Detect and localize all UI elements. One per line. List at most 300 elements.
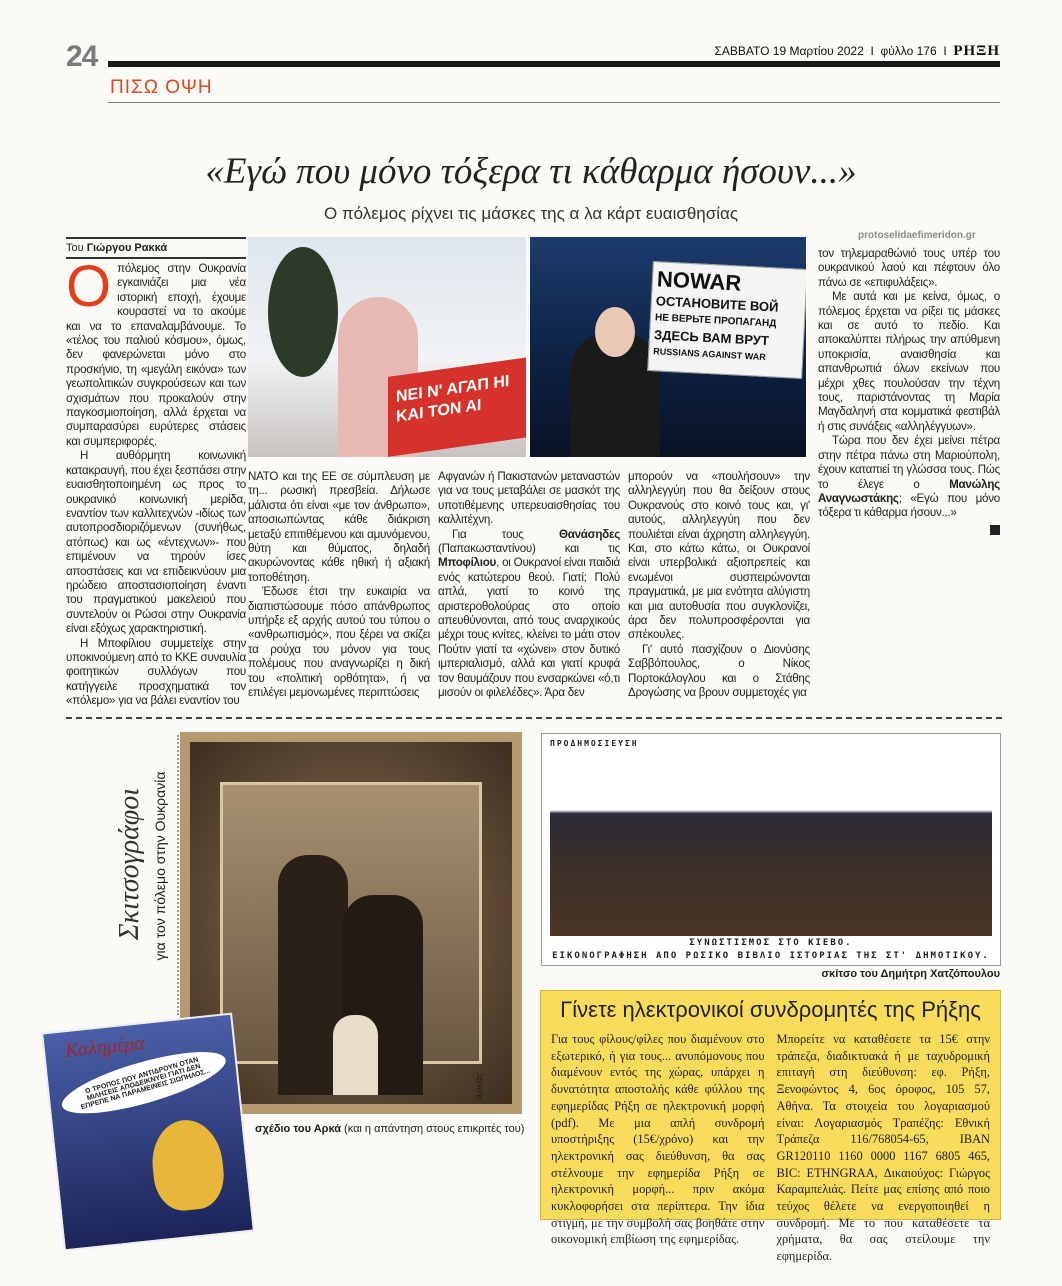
- paragraph-continuation: [628, 470, 810, 643]
- word: Με: [832, 290, 847, 304]
- paragraph: [818, 434, 1000, 520]
- text: [628, 643, 810, 699]
- masthead-info: [714, 43, 1000, 60]
- word: του: [66, 593, 83, 607]
- word: Μποφίλιου: [97, 636, 151, 650]
- word: έρχεται: [193, 406, 228, 420]
- word: αναισθησία: [900, 347, 957, 361]
- word: σε: [849, 275, 862, 289]
- word: ήσουν...»: [910, 506, 957, 520]
- word: κλείνει: [526, 628, 558, 642]
- word: και: [292, 542, 307, 556]
- word: σκίζει: [403, 628, 430, 642]
- word: Η: [80, 636, 89, 650]
- word: δηλαδή: [393, 542, 430, 556]
- word: ακυρώνοντας: [248, 556, 315, 570]
- word: που: [226, 593, 246, 607]
- word: κρυφά: [588, 657, 620, 671]
- word: αλλά: [511, 657, 535, 671]
- text: [438, 556, 620, 699]
- word: όλων: [893, 362, 920, 376]
- word: των: [110, 506, 129, 520]
- word: δεν: [567, 686, 585, 700]
- word: Πώς: [977, 463, 1000, 477]
- arkas-caption: [255, 1123, 524, 1135]
- word: γι': [800, 498, 810, 512]
- word: αποσιωπώντας: [248, 513, 324, 527]
- word: ή: [487, 470, 495, 483]
- word: Γιατί;: [562, 570, 587, 584]
- word: απανθρωπιά: [818, 362, 882, 376]
- word: απύθμενη: [950, 333, 1000, 347]
- word: τόξερα: [818, 506, 852, 520]
- word: γιατί: [475, 642, 497, 656]
- word: με: [692, 585, 704, 599]
- word: θύματος,: [328, 542, 372, 556]
- word: είναι: [677, 527, 700, 541]
- word: φοιτητικών: [66, 665, 119, 679]
- kalimera-cartoon: [41, 1013, 255, 1252]
- illustration-caption: ΕΙΚΟΝΟΓΡΑΦΗΣΗ ΑΠΟ ΡΩΣΙΚΟ ΒΙΒΛΙΟ ΙΣΤΟΡΙΑΣ ΤΗΣ ΣΤ' ΔΗΜΟΤΙΚΟΥ.: [552, 951, 990, 961]
- word: και: [127, 564, 142, 578]
- word: της: [604, 585, 620, 599]
- word: μέχρι: [818, 376, 844, 390]
- word: απλά,: [438, 585, 467, 599]
- word: όλο: [982, 261, 1000, 275]
- word: στον: [597, 628, 620, 642]
- word: από: [513, 614, 534, 628]
- word: γλώσσα: [906, 463, 947, 477]
- word: άνθρωπο»,: [373, 498, 430, 512]
- word: ίσες: [226, 550, 246, 564]
- word: των: [227, 506, 246, 520]
- word: αυτούς,: [628, 513, 666, 527]
- vintage-photo: [220, 782, 482, 1064]
- word: «χώνει»: [517, 642, 557, 656]
- word: που: [226, 665, 246, 679]
- sketches-subtitle: για τον πόλεμο στην Ουκρανία: [152, 771, 168, 961]
- word: αλύγιστη: [766, 585, 810, 599]
- end-mark: [990, 525, 1000, 535]
- word: δεν: [891, 434, 909, 448]
- word: αυτοθυσία: [669, 599, 720, 613]
- word: που: [866, 434, 887, 448]
- word: εικόνα»: [186, 362, 224, 376]
- tree: [268, 247, 338, 377]
- word: ΚΚΕ: [174, 650, 198, 664]
- word: μέχρι: [438, 628, 464, 642]
- word: συμπεριφορές.: [83, 434, 157, 448]
- text: [66, 449, 246, 635]
- word: μάσκες: [964, 304, 1000, 318]
- word: (Παπακωσταντίνου): [438, 542, 536, 556]
- word: Μαριούπολη,: [934, 448, 1000, 462]
- cartoon-character: [148, 1117, 227, 1214]
- word: το: [528, 585, 539, 599]
- word: «ό,τι: [597, 671, 620, 685]
- word: για: [438, 484, 453, 498]
- word: στην: [818, 448, 841, 462]
- subscription-title: Γίνετε ηλεκτρονικοί συνδρομητές της Ρήξης: [560, 997, 981, 1022]
- paper-name: ΡΗΞΗ: [953, 43, 1000, 59]
- word: και: [66, 319, 81, 333]
- paragraph-continuation: [438, 470, 620, 528]
- word: του: [248, 671, 265, 685]
- artist-signature: Αρκάς: [474, 1072, 486, 1101]
- word: ,: [496, 556, 500, 570]
- word: ουκρανικό: [66, 492, 117, 506]
- word: Δήλωσε: [390, 484, 430, 498]
- word: είναι: [66, 622, 88, 636]
- kiev-illustration: [541, 733, 1001, 966]
- word: κοινό: [558, 585, 585, 599]
- word: στα: [879, 405, 898, 419]
- word: πέτρα: [970, 434, 1000, 448]
- word: μάτι: [574, 628, 594, 642]
- word: συμπαρασύρει: [66, 420, 139, 434]
- word: γιατί: [561, 657, 583, 671]
- word: να: [456, 484, 469, 498]
- word: αμυνόμενου,: [367, 527, 430, 541]
- word: πασχίζουν: [691, 642, 743, 656]
- word: ή: [384, 556, 392, 570]
- word: τηλεμαραθώνιό: [840, 247, 917, 260]
- word: πάνω: [818, 275, 847, 289]
- subscription-box: [540, 990, 1001, 1264]
- word: αρχής: [302, 614, 333, 628]
- word: γεωπολιτικών: [66, 377, 133, 391]
- text: [248, 585, 430, 699]
- word: πόλεμος: [117, 262, 160, 275]
- word: ενός: [438, 570, 461, 584]
- word: την: [929, 333, 946, 347]
- word: πρεσβεία.: [329, 484, 379, 498]
- word: δεν: [793, 513, 810, 527]
- word: ηθική: [351, 556, 378, 570]
- word: ότι: [290, 498, 303, 512]
- word: παριστάνοντας: [856, 391, 931, 405]
- caption-rest: (και η απάντηση στους επικριτές του): [340, 1123, 525, 1135]
- word: μείνει: [937, 434, 965, 448]
- word: προσχηματικά: [138, 679, 209, 693]
- word: στην: [222, 463, 246, 477]
- word: να: [417, 585, 430, 599]
- word: αποκαλύπτει: [818, 333, 881, 347]
- illustration-caption: ΣΥΝΩΣΤΙΣΜΟΣ ΣΤΟ ΚΙΕΒΟ.: [689, 938, 853, 948]
- word: κνίτες,: [492, 628, 524, 642]
- word: που: [130, 463, 151, 477]
- word: του: [312, 642, 329, 656]
- header-rule: [108, 61, 1000, 67]
- word: Τώρα: [832, 434, 861, 448]
- word: μασκότ: [564, 484, 601, 498]
- word: ο: [423, 614, 430, 628]
- word: φανερώνεται: [102, 348, 166, 362]
- word: εγκαινιάζει: [117, 276, 169, 290]
- word: συσπειρώνονται: [729, 570, 810, 584]
- word: προσκήνιο,: [66, 362, 122, 376]
- word: κάθε: [321, 556, 345, 570]
- word: Άρα: [544, 686, 565, 700]
- word: Μποφίλιου: [438, 556, 497, 570]
- word: Ουκρανία: [198, 262, 246, 275]
- word: τα: [248, 642, 259, 656]
- word: συλλόγων: [147, 665, 198, 679]
- word: στο: [691, 498, 709, 512]
- word: μπορούν: [628, 470, 673, 483]
- article-title: «Εγώ που μόνο τόξερα τι κάθαρμα ήσουν...»: [205, 151, 857, 192]
- word: θαυμάζουν: [457, 671, 511, 685]
- dashed-divider: [66, 717, 1002, 719]
- sign-line: НЕ ВЕРЬТЕ ПРОПАГАНД: [654, 312, 777, 330]
- word: δείξουν: [738, 484, 775, 498]
- word: συγκρούσεων: [136, 377, 206, 391]
- word: το: [161, 650, 172, 664]
- word: κατώτερου: [467, 570, 521, 584]
- word: ΝΑΤΟ: [248, 470, 279, 483]
- section-rule: [108, 102, 1000, 103]
- word: Και,: [628, 542, 648, 556]
- word: κατήγγειλε: [66, 679, 118, 693]
- word: Μαγδαληνή: [818, 405, 876, 419]
- word: ευαισθητοποιημένη: [66, 478, 161, 492]
- word: των: [227, 377, 246, 391]
- word: τους: [408, 642, 430, 656]
- word: και: [66, 434, 81, 448]
- word: σπέκουλες.: [628, 628, 685, 642]
- word: σε: [340, 470, 353, 483]
- word: διαπιστώσουμε: [248, 599, 324, 613]
- word: Πορτοκάλογλου: [628, 671, 706, 685]
- word: και: [540, 657, 556, 671]
- word: πάνω: [879, 448, 909, 462]
- word: περιπτώσεις: [357, 686, 420, 700]
- subscription-bank-details: Μπορείτε να καταθέσετε τα 15€ στην τράπεζα, διαδικτυακά ή με ταχυδρομική επιταγή στη διεύθυνση: εφ. Ρήξη, Ξενοφώντος 4, 6ος όροφος, 105 57, Αθήνα. Τα στοιχεία του λογαριασμού είναι: Λογαριασμός Τραπέζης: Εθνική Τράπεζα 116/768054-65, IBAN GR120110 1160 0000 1167 6805 465, BIC: ETHNGRAA, Δικαιούχος: Γιώργος Καραμπελιάς. Πείτε μας επίσης από ποιο τεύχος θέλετε να ενεργοποιηθεί η συνδρομή. Με το που καταθέσετε τα χρήματα, θα σας στείλουμε την εφημερίδα.: [776, 1032, 990, 1264]
- word: συμμετείχε: [160, 636, 214, 650]
- word: για: [118, 694, 133, 708]
- paragraph: [66, 254, 246, 449]
- word: να: [137, 550, 150, 564]
- word: ηρώδειο: [66, 578, 107, 592]
- word: δική: [409, 657, 430, 671]
- word: στάσεις: [208, 420, 246, 434]
- word: τα: [501, 642, 513, 656]
- word: μακελειού: [167, 593, 216, 607]
- author: Γιώργου Ρακκά: [86, 242, 168, 254]
- word: υπερευαισθησίας: [511, 498, 597, 512]
- word: υπήρξε: [248, 614, 285, 628]
- word: τους: [923, 247, 945, 260]
- word: Γι': [642, 642, 652, 656]
- photo-anti-war-sign: [530, 237, 806, 457]
- paragraph-continuation: [248, 470, 430, 585]
- word: και: [985, 347, 1000, 361]
- word: κοινό: [715, 498, 741, 512]
- word: ουκρανικού: [818, 261, 875, 275]
- word: πουλούσαν: [883, 376, 940, 390]
- word: Δρογώσης: [628, 686, 681, 700]
- word: συγκλονίζει,: [751, 599, 810, 613]
- word: είναι: [564, 556, 586, 570]
- word: είναι: [306, 498, 329, 512]
- word: και: [282, 470, 297, 483]
- word: αυτού: [336, 614, 366, 628]
- word: υποκινούμενη: [66, 650, 135, 664]
- bold-name: [438, 556, 496, 569]
- word: του: [369, 614, 386, 628]
- word: οποίο: [591, 599, 620, 613]
- word: στην: [170, 607, 194, 621]
- word: αποστάσεις: [66, 564, 124, 578]
- word: την: [793, 470, 810, 483]
- word: αυτά: [853, 290, 877, 304]
- word: «μεγάλη: [140, 362, 183, 376]
- word: που: [128, 391, 149, 405]
- word: θα: [719, 484, 732, 498]
- word: βάλει: [150, 694, 177, 708]
- word: από: [137, 650, 159, 664]
- word: πουλιέται: [628, 527, 674, 541]
- word: αυτό: [874, 319, 898, 333]
- word: σύμπλευση: [357, 470, 415, 483]
- word: νέα: [229, 276, 246, 290]
- watermark: protoselidaefimeridon.gr: [858, 230, 976, 241]
- text: [66, 637, 246, 708]
- word: δεν: [659, 614, 677, 628]
- word: των: [227, 362, 246, 376]
- word: συμμετοχές: [732, 686, 790, 700]
- word: και: [912, 261, 927, 275]
- word: μια: [706, 585, 723, 599]
- word: τη...: [248, 484, 268, 498]
- word: ορθότητα»,: [333, 671, 389, 685]
- paragraph: [628, 643, 810, 701]
- bold-name: [559, 528, 620, 541]
- word: τηρούν: [170, 550, 206, 564]
- word: πόσο: [330, 599, 358, 613]
- word: τη: [126, 362, 137, 376]
- word: οι: [121, 607, 131, 621]
- word: πέτρα: [845, 448, 876, 462]
- word: Πολύ: [594, 570, 620, 584]
- word: τύπου: [389, 614, 420, 628]
- word: του: [603, 498, 620, 512]
- word: φεστιβάλ: [955, 405, 1000, 419]
- word: αποστασιοποίηση: [117, 578, 207, 592]
- word: αυθόρμητη: [115, 449, 171, 463]
- word: που: [226, 535, 246, 549]
- article-column-2: [248, 470, 430, 708]
- word: χθες: [852, 376, 875, 390]
- word: βρουν: [698, 686, 730, 700]
- word: μόνο: [975, 491, 1000, 505]
- word: εξόχως: [90, 622, 126, 636]
- sign-line: ОСТАНОВИТЕ ВОЙ: [655, 293, 779, 315]
- word: στις: [827, 419, 847, 433]
- word: και: [628, 599, 643, 613]
- word: εποχή,: [167, 290, 202, 304]
- word: σε: [847, 319, 860, 333]
- word: να: [135, 694, 148, 708]
- word: μάλιστα: [248, 498, 287, 512]
- word: Θανάσηδες: [558, 527, 620, 541]
- word: συνάξεις: [849, 419, 892, 433]
- word: που: [725, 599, 746, 613]
- word: στην: [223, 391, 246, 405]
- drop-cap: Ο: [66, 254, 112, 319]
- text: [438, 470, 620, 526]
- word: Στάθης: [775, 671, 810, 685]
- word: συναυλία: [200, 650, 246, 664]
- word: ξέρει: [359, 628, 383, 642]
- word: Ουκρανούς: [628, 498, 685, 512]
- word: Πακιστανών: [497, 470, 558, 483]
- word: τις: [607, 542, 620, 556]
- word: στην: [167, 262, 191, 275]
- word: κοινωνική: [198, 449, 246, 463]
- photo-protest-singer: [248, 237, 526, 457]
- word: και,: [776, 498, 794, 512]
- text: [452, 528, 559, 541]
- word: μόνον: [340, 642, 371, 656]
- word: κάτω: [679, 542, 705, 556]
- word: έχει: [153, 463, 172, 477]
- word: τους: [537, 614, 560, 628]
- word: Ρώσοι: [134, 607, 167, 621]
- sign-line: ЗДЕСЬ ВАМ ВРУТ: [653, 327, 770, 349]
- word: τους: [471, 484, 494, 498]
- word: ο: [993, 290, 1000, 304]
- word: της: [301, 470, 318, 483]
- word: μισούν: [438, 686, 472, 700]
- issue-number: φύλλο 176: [880, 44, 937, 58]
- word: κουραστεί: [117, 305, 167, 319]
- word: καλλιτέχνη.: [438, 513, 494, 527]
- word: έλεγε: [857, 477, 884, 491]
- word: αλλά: [163, 406, 188, 420]
- word: απάνθρωπος: [363, 599, 430, 613]
- word: μια: [191, 276, 207, 290]
- word: Ουκρανοί: [513, 556, 561, 570]
- word: το: [192, 305, 204, 319]
- word: διάκριση: [387, 513, 430, 527]
- word: πόλεμος: [818, 304, 861, 318]
- word: αναρχικούς: [564, 614, 620, 628]
- word: να: [173, 305, 186, 319]
- word: πραγματικά,: [628, 585, 689, 599]
- word: σε: [549, 484, 561, 498]
- word: πεδίο.: [938, 319, 969, 333]
- word: ευκαιρία: [366, 585, 407, 599]
- word: ξεσπάσει: [174, 463, 220, 477]
- word: πέφτουν: [933, 261, 976, 275]
- word: για: [795, 614, 810, 628]
- sketches-heading: [95, 730, 175, 1020]
- word: ιστορική: [117, 290, 158, 304]
- word: εκείνων: [930, 362, 969, 376]
- word: την: [338, 585, 355, 599]
- text: [628, 470, 810, 641]
- word: να: [418, 671, 430, 685]
- paragraph: [438, 528, 620, 701]
- word: μεταξύ: [248, 527, 281, 541]
- page-number: 24: [66, 40, 98, 73]
- word: και: [115, 535, 130, 549]
- cartoon-name: Καλημέρα: [63, 1031, 146, 1063]
- word: μεταναστών: [560, 470, 620, 483]
- word: για: [382, 642, 397, 656]
- speech-bubble: Ο ΤΡΟΠΟΣ ΠΟΥ ΑΝΤΙΔΡΟΥΝ ΟΤΑΝ ΜΙΛΗΣΕΙΣ ΑΠΟΔΕΙΚΝΥΕΙ ΓΙΑΤΙ ΔΕΝ ΕΠΡΕΠΕ ΝΑ ΠΑΡΑΜΕΙΝΕΙΣ ΣΙΩΠΗΛΟΣ...: [56, 1040, 231, 1126]
